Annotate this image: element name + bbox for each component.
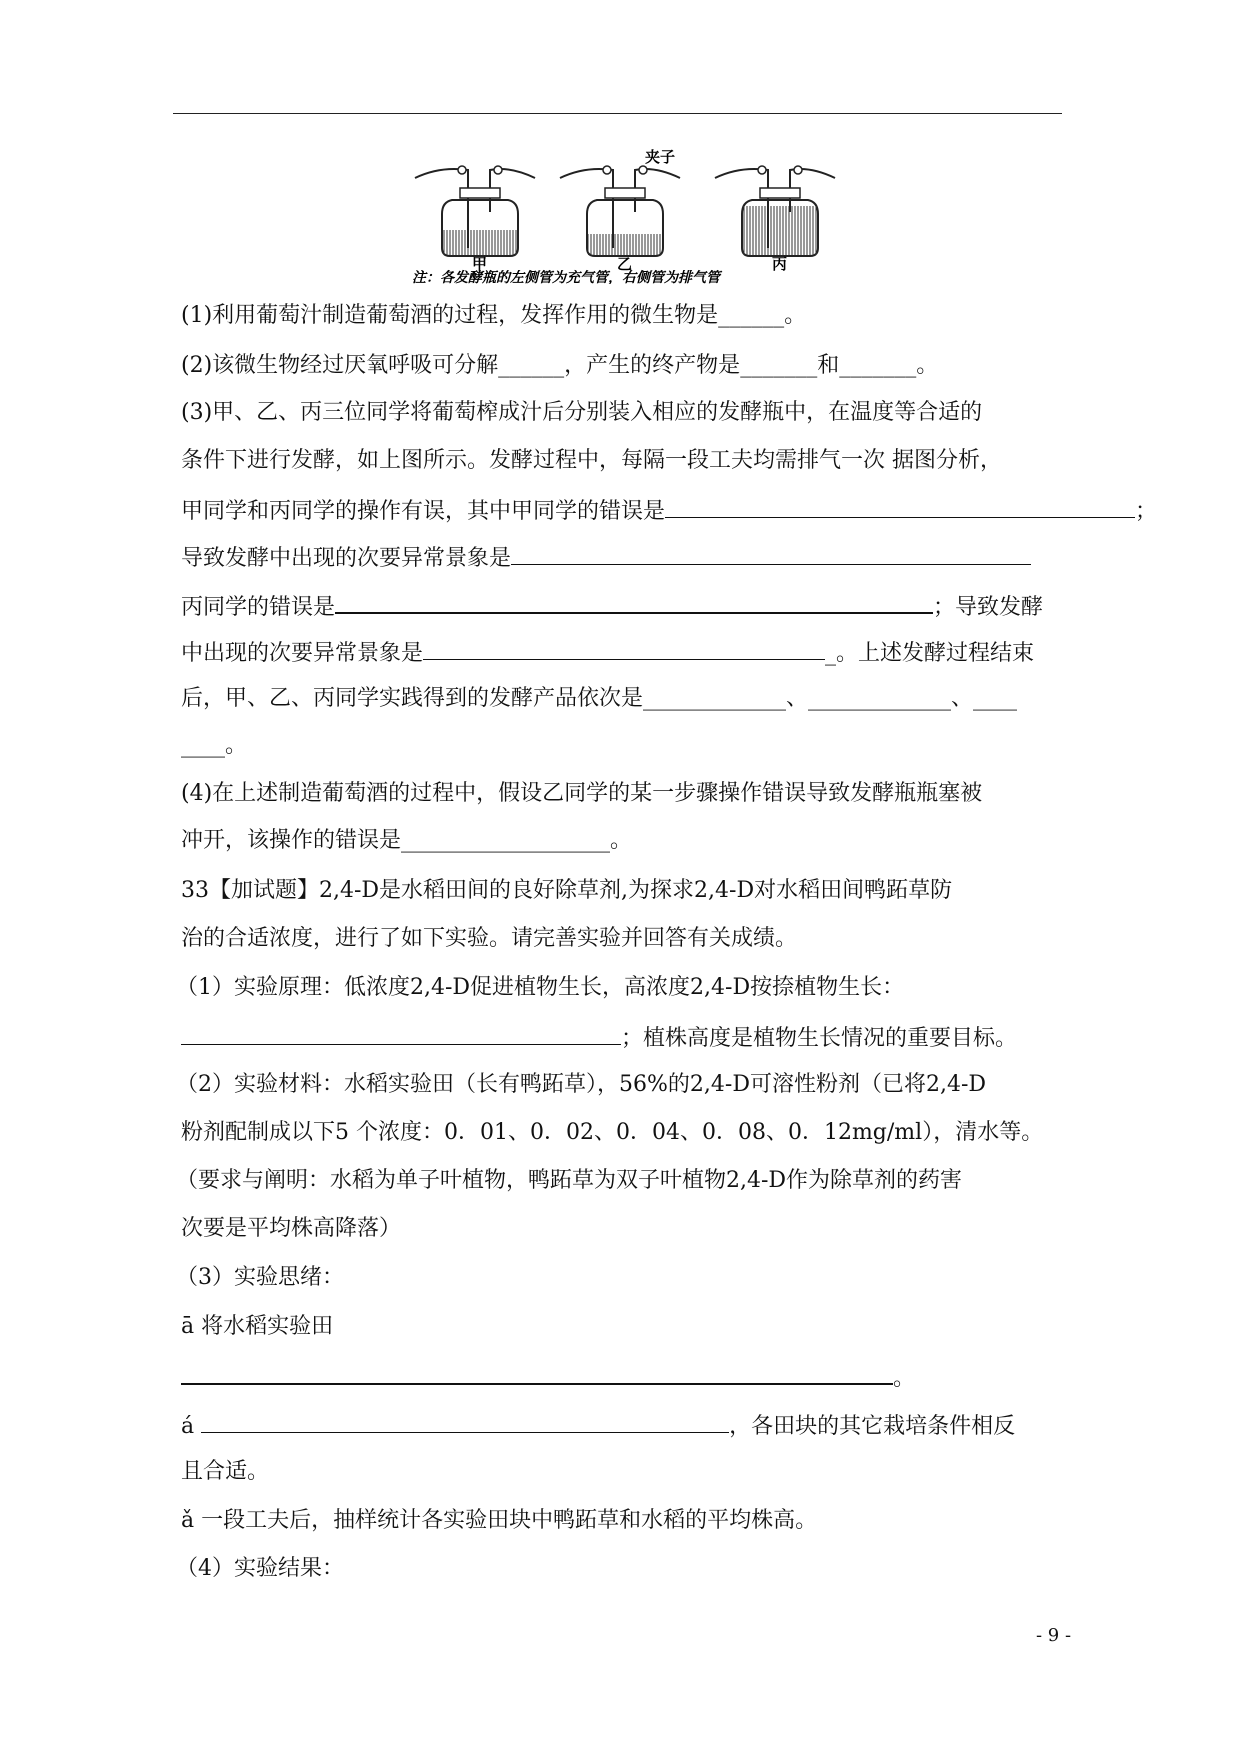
answer-blank-bing-phenomenon[interactable] (423, 637, 825, 660)
question-3-line-1: (3)甲、乙、丙三位同学将葡萄榨成汁后分别装入相应的发酵瓶中，在温度等合适的 (181, 400, 983, 425)
answer-blank-jia-error[interactable] (665, 495, 1135, 518)
question-3-text: _。上述发酵过程结束 (825, 641, 1035, 666)
materials-line-4: 次要是平均株高降落） (181, 1216, 402, 1241)
step-a-blank-line (181, 1361, 915, 1393)
fermentation-bottles-figure (410, 148, 950, 284)
clamp-label: 夹子 (645, 148, 676, 166)
bottle-label-jia: 甲 (472, 255, 488, 273)
question-4-line-1: (4)在上述制造葡萄酒的过程中，假设乙同学的某一步骤操作错误导致发酵瓶瓶塞被 (181, 781, 983, 806)
bottle-bing (715, 166, 835, 256)
bottle-yi (560, 166, 680, 256)
bottle-jia (415, 166, 535, 256)
step-b-marker: á (181, 1414, 195, 1439)
question-33-line-2: 治的合适浓度，进行了如下实验。请完善实验并回答有关成绩。 (181, 926, 798, 951)
results-heading: （4）实验结果： (176, 1556, 344, 1581)
bottle-label-bing: 丙 (772, 255, 788, 273)
question-3-text: 中出现的次要异常景象是 (181, 641, 424, 666)
thinking-heading: （3）实验思绪： (176, 1265, 344, 1290)
question-3-text: ；导致发酵 (933, 595, 1044, 620)
materials-line-2: 粉剂配制成以下5 个浓度：0．01、0．02、0．04、0．08、0．12mg/ml），清水等。 (181, 1120, 1044, 1145)
step-b-text: ，各田块的其它栽培条件相反 (729, 1414, 1016, 1439)
question-3-line-6 (181, 637, 1034, 668)
principle-line-2 (181, 1022, 1017, 1053)
header-rule (173, 113, 1062, 114)
question-1: (1)利用葡萄汁制造葡萄酒的过程，发挥作用的微生物是______。 (181, 303, 807, 328)
principle-text: ；植株高度是植物生长情况的重要目标。 (621, 1026, 1018, 1051)
question-3-text: 导致发酵中出现的次要异常景象是 (181, 546, 512, 571)
question-3-line-5 (181, 590, 1043, 622)
step-b-line-2: 且合适。 (181, 1459, 270, 1484)
answer-blank-product-yi[interactable]: _____________ (808, 686, 952, 711)
question-3-line-8: ____。 (181, 733, 248, 758)
question-33-line-1: 33【加试题】2,4-D是水稻田间的良好除草剂,为探求2,4-D对水稻田间鸭跖草防 (181, 878, 953, 903)
answer-blank-step-a[interactable] (181, 1361, 893, 1385)
question-3-text: 甲同学和丙同学的操作有误，其中甲同学的错误是 (181, 499, 666, 524)
answer-blank-jia-phenomenon[interactable] (511, 542, 1031, 565)
question-4-text: 冲开，该操作的错误是 (181, 828, 402, 853)
question-2-text-b: ______，产生的终产物是 (498, 353, 741, 378)
separator: 、 (786, 686, 809, 711)
question-2-text-c: _______和_______。 (740, 353, 939, 378)
step-a-end: 。 (893, 1366, 916, 1391)
materials-line-1: （2）实验材料：水稻实验田（长有鸭跖草），56%的2,4-D可溶性粉剂（已将2,4-D (176, 1072, 987, 1097)
question-3-line-3 (181, 495, 1157, 526)
materials-line-3: （要求与阐明：水稻为单子叶植物，鸭跖草为双子叶植物2,4-D作为除草剂的药害 (176, 1168, 963, 1193)
question-2-text-a: (2)该微生物经过厌氧呼吸可分解 (181, 353, 499, 378)
question-2 (181, 352, 938, 380)
bottles-diagram (410, 148, 950, 284)
question-4-line-2 (181, 827, 632, 855)
page-number: - 9 - (1036, 1625, 1072, 1646)
answer-blank-bing-error[interactable] (335, 590, 933, 614)
semicolon: ； (1135, 499, 1158, 524)
figure-caption: 注：各发酵瓶的左侧管为充气管，右侧管为排气管 (412, 270, 720, 284)
question-3-line-2: 条件下进行发酵，如上图所示。发酵过程中，每隔一段工夫均需排气一次 据图分析， (181, 448, 1002, 473)
separator: 、 (951, 686, 974, 711)
answer-blank-principle[interactable] (181, 1022, 621, 1045)
answer-blank-product-bing[interactable]: ____ (973, 686, 1018, 711)
bottle-label-yi: 乙 (617, 255, 633, 273)
question-3-line-7 (181, 685, 1017, 713)
question-3-text: 后，甲、乙、丙同学实践得到的发酵产品依次是 (181, 686, 644, 711)
step-c: ǎ 一段工夫后，抽样统计各实验田块中鸭跖草和水稻的平均株高。 (181, 1508, 818, 1533)
answer-blank-yi-error[interactable]: ___________________ (401, 828, 611, 853)
principle-line-1: （1）实验原理：低浓度2,4-D促进植物生长，高浓度2,4-D按捺植物生长： (176, 975, 905, 1000)
answer-blank-step-b[interactable] (201, 1410, 729, 1433)
answer-blank-product-jia[interactable]: _____________ (643, 686, 787, 711)
question-3-text: 丙同学的错误是 (181, 595, 336, 620)
step-b (181, 1410, 1015, 1441)
step-a: ā 将水稻实验田 (181, 1314, 334, 1339)
question-3-line-4 (181, 542, 1031, 573)
question-4-text: 。 (610, 828, 633, 853)
